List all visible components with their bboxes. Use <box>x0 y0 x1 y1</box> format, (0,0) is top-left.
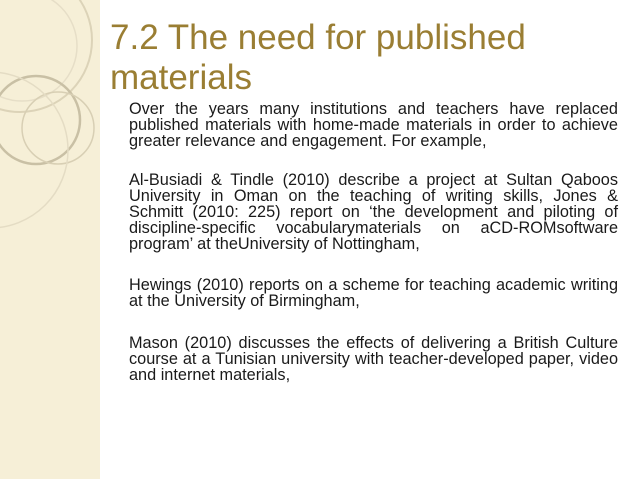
intro-paragraph: Over the years many institutions and teachers have replaced published materials with home-made materials in order to achieve greater relevance and engagement. For example, <box>129 100 618 150</box>
list-item <box>111 335 618 383</box>
decorative-side-band <box>0 0 100 479</box>
list-item-text: Hewings (2010) reports on a scheme for teaching academic writing at the University of Birmingham, <box>129 276 618 310</box>
slide-body <box>111 101 618 383</box>
list-item-text: Mason (2010) discusses the effects of delivering a British Culture course at a Tunisian university with teacher-developed paper, video and internet materials, <box>129 334 618 384</box>
slide-title: 7.2 The need for published materials <box>110 18 526 97</box>
decorative-circles-graphic <box>0 0 100 479</box>
list-item <box>111 277 618 309</box>
list-item-text: Al-Busiadi & Tindle (2010) describe a project at Sultan Qaboos University in Oman on the teaching of writing skills, Jones & Schmitt (2010: 225) report on ‘the development and piloting of discipline-specific vocabularymaterials on aCD-ROMsoftware program’ at theUniversity of Nottingham, <box>129 171 618 253</box>
list-item <box>111 172 618 252</box>
